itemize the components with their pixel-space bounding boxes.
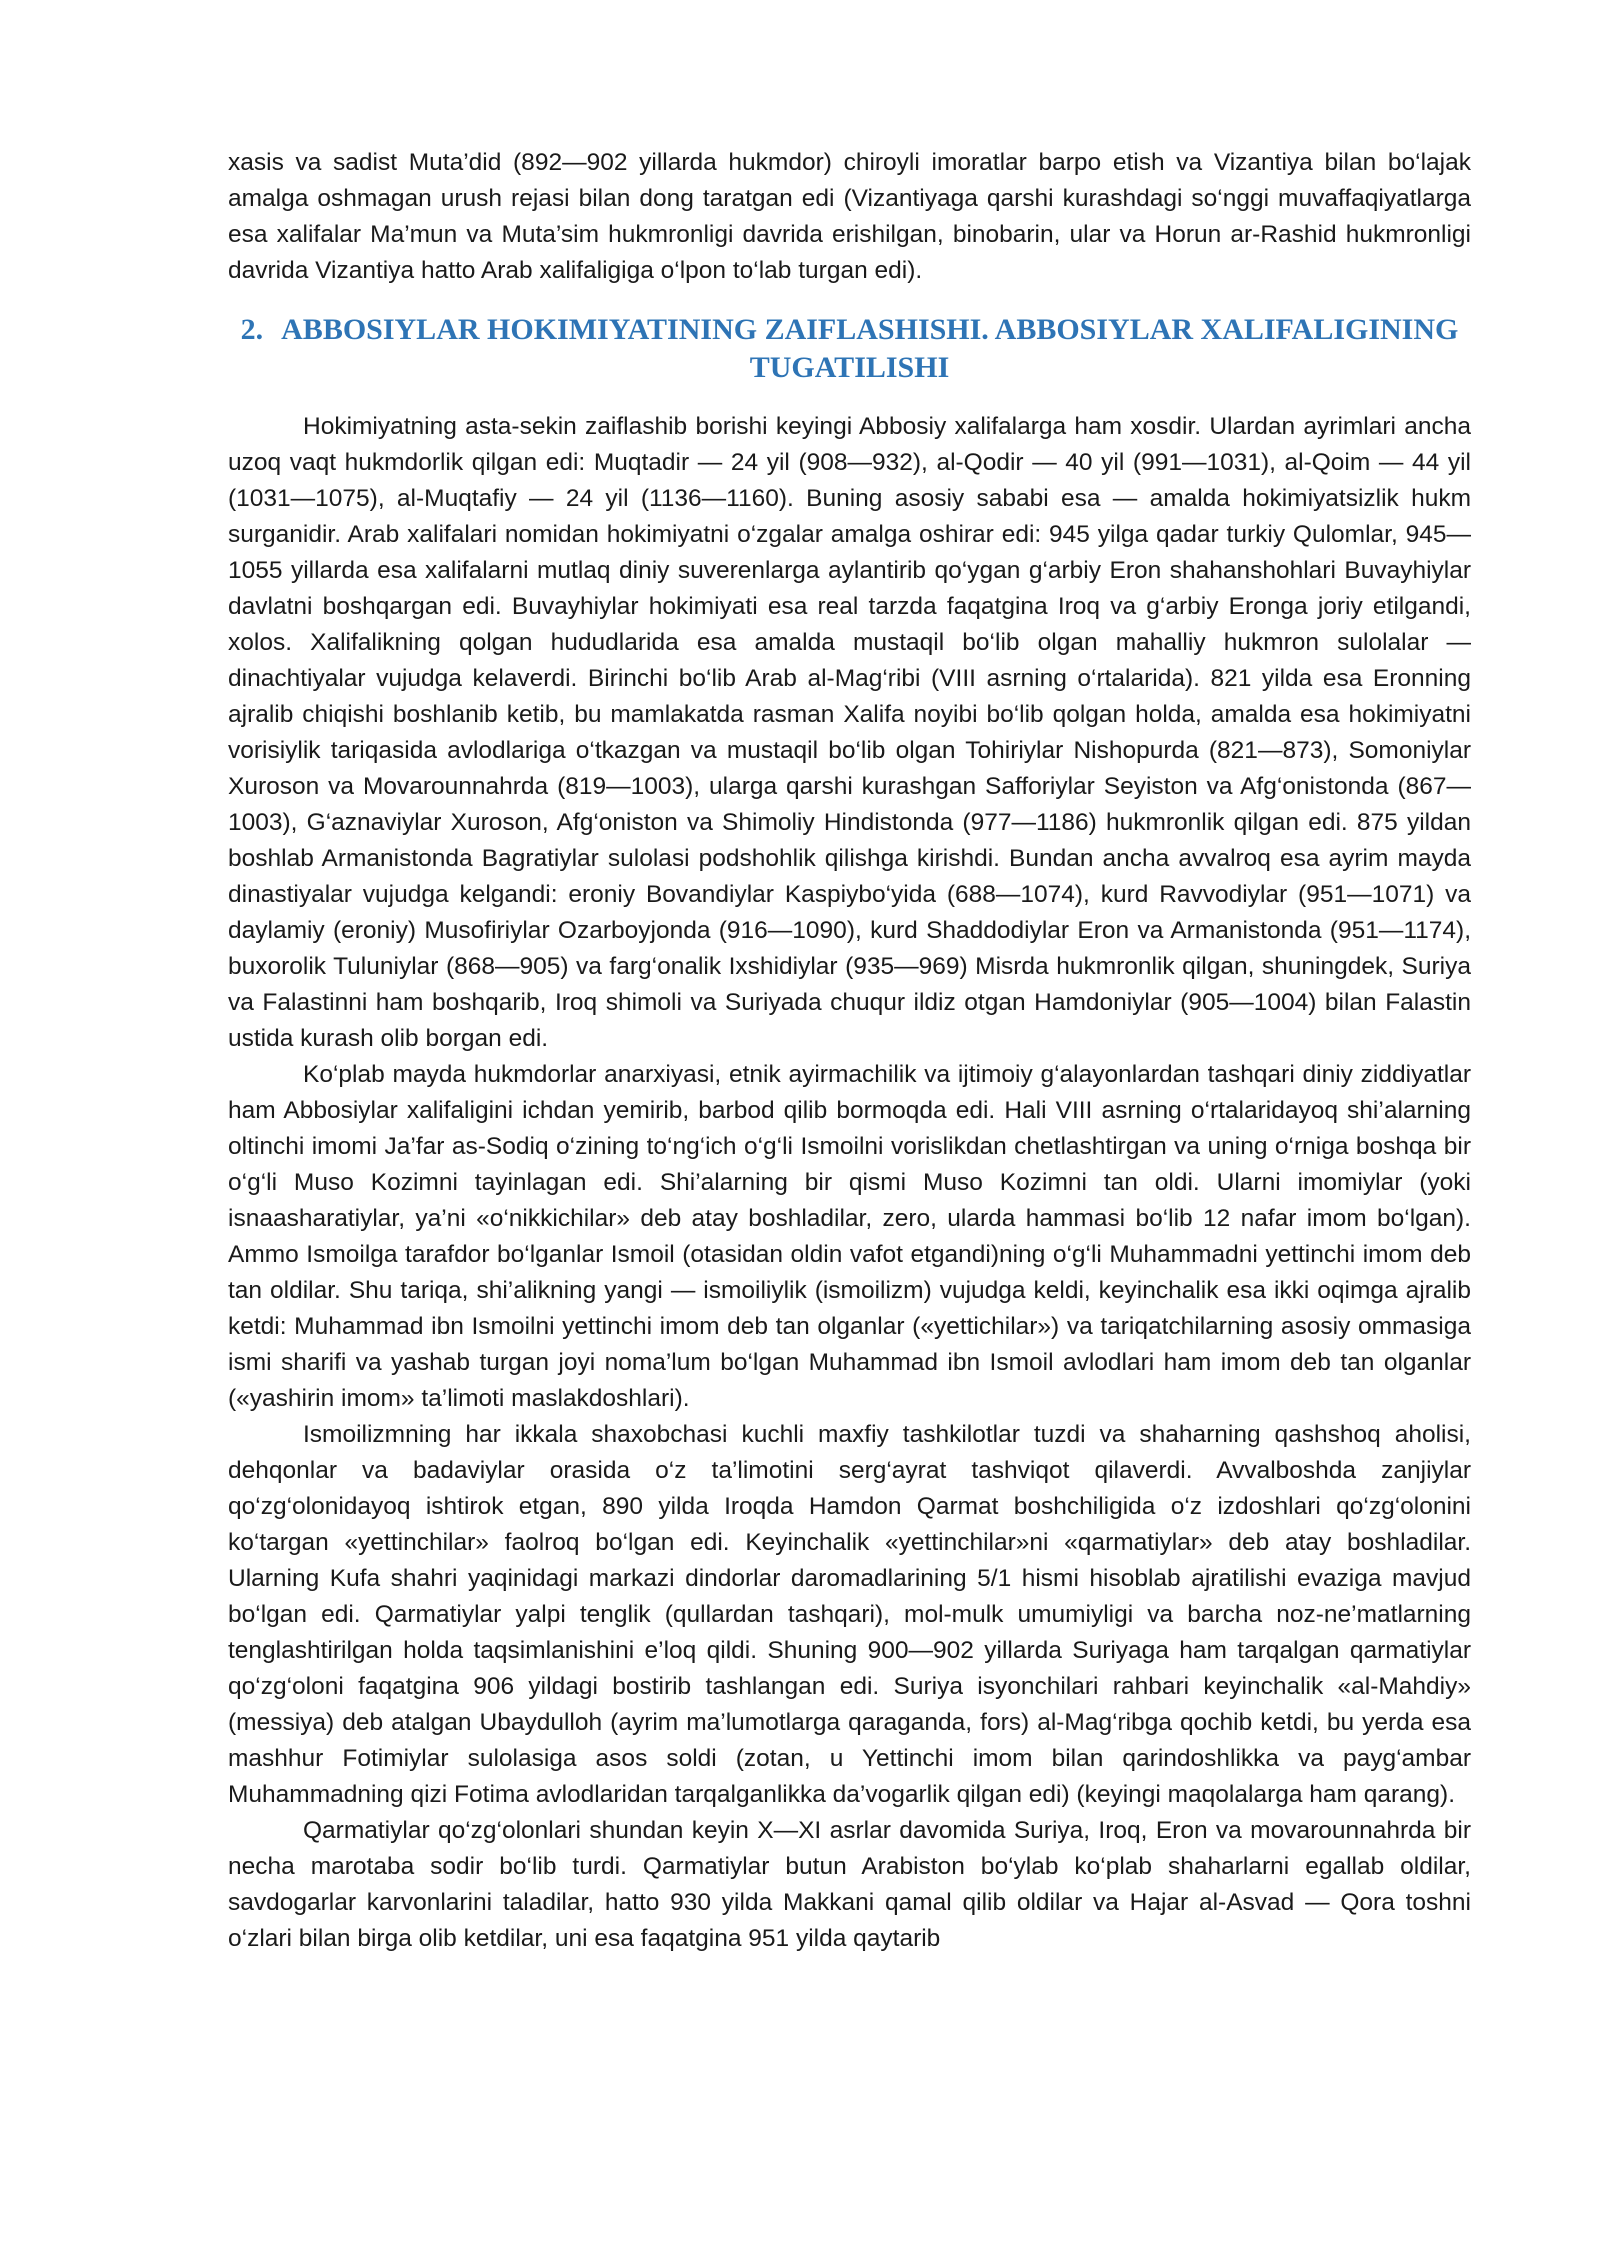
- body-paragraph-1: Hokimiyatning asta-sekin zaiflashib borishi keyingi Abbosiy xalifalarga ham xosdir. Ulardan ayrimlari ancha uzoq vaqt hukmdorlik qilgan edi: Muqtadir — 24 yil (908—932), al-Qodir — 40 yil (991—1031), al-Qoim — 44 yil (1031—1075), al-Muqtafiy — 24 yil (1136—1160). Buning asosiy sababi esa — amalda hokimiyatsizlik hukm surganidir. Arab xalifalari nomidan hokimiyatni o‘zgalar amalga oshirar edi: 945 yilga qadar turkiy Qulomlar, 945—1055 yillarda esa xalifalarni mutlaq diniy suverenlarga aylantirib qo‘ygan g‘arbiy Eron shahanshohlari Buvayhiylar davlatni boshqargan edi. Buvayhiylar hokimiyati esa real tarzda faqatgina Iroq va g‘arbiy Eronga joriy etilgandi, xolos. Xalifalikning qolgan hududlarida esa amalda mustaqil bo‘lib olgan mahalliy hukmron sulolalar — dinachtiyalar vujudga kelaverdi. Birinchi bo‘lib Arab al-Mag‘ribi (VIII asrning o‘rtalarida). 821 yilda esa Eronning ajralib chiqishi boshlanib ketib, bu mamlakatda rasman Xalifa noyibi bo‘lib qolgan holda, amalda esa hokimiyatni vorisiylik tariqasida avlodlariga o‘tkazgan va mustaqil bo‘lib olgan Tohiriylar Nishopurda (821—873), Somoniylar Xuroson va Movarounnahrda (819—1003), ularga qarshi kurashgan Safforiylar Seyiston va Afg‘onistonda (867—1003), G‘aznaviylar Xuroson, Afg‘oniston va Shimoliy Hindistonda (977—1186) hukmronlik qilgan edi. 875 yildan boshlab Armanistonda Bagratiylar sulolasi podshohlik qilishga kirishdi. Bundan ancha avvalroq esa ayrim mayda dinastiyalar vujudga kelgandi: eroniy Bovandiylar Kaspiybo‘yida (688—1074), kurd Ravvodiylar (951—1071) va daylamiy (eroniy) Musofiriylar Ozarboyjonda (916—1090), kurd Shaddodiylar Eron va Armanistonda (951—1174), buxorolik Tuluniylar (868—905) va farg‘onalik Ixshidiylar (935—969) Misrda hukmronlik qilgan, shuningdek, Suriya va Falastinni ham boshqarib, Iroq shimoli va Suriyada chuqur ildiz otgan Hamdoniylar (905—1004) bilan Falastin ustida kurash olib borgan edi.: [228, 413, 1471, 1052]
- section-heading: [228, 311, 1471, 387]
- intro-paragraph: xasis va sadist Muta’did (892—902 yillarda hukmdor) chiroyli imoratlar barpo etish va Vizantiya bilan bo‘lajak amalga oshmagan urush rejasi bilan dong taratgan edi (Vizantiyaga qarshi kurashdagi so‘nggi muvaffaqiyatlarga esa xalifalar Ma’mun va Muta’sim hukmronligi davrida erishilgan, binobarin, ular va Horun ar-Rashid hukmronligi davrida Vizantiya hatto Arab xalifaligiga o‘lpon to‘lab turgan edi).: [228, 149, 1471, 284]
- section-number: 2.: [240, 313, 264, 346]
- document-page: [228, 145, 1471, 1957]
- body-paragraph-3: Ismoilizmning har ikkala shaxobchasi kuchli maxfiy tashkilotlar tuzdi va shaharning qashshoq aholisi, dehqonlar va badaviylar orasida o‘z ta’limotini serg‘ayrat tashviqot qilaverdi. Avvalboshda zanjiylar qo‘zg‘olonidayoq ishtirok etgan, 890 yilda Iroqda Hamdon Qarmat boshchiligida o‘z izdoshlari qo‘zg‘olonini ko‘targan «yettinchilar» faolroq bo‘lgan edi. Keyinchalik «yettinchilar»ni «qarmatiylar» deb atay boshladilar. Ularning Kufa shahri yaqinidagi markazi dindorlar daromadlarining 5/1 hismi hisoblab ajratilishi evaziga mavjud bo‘lgan edi. Qarmatiylar yalpi tenglik (qullardan tashqari), mol-mulk umumiyligi va barcha noz-ne’matlarning tenglashtirilgan holda taqsimlanishini e’loq qildi. Shuning 900—902 yillarda Suriyaga ham tarqalgan qarmatiylar qo‘zg‘oloni faqatgina 906 yildagi bostirib tashlangan edi. Suriya isyonchilari rahbari keyinchalik «al-Mahdiy» (messiya) deb atalgan Ubaydulloh (ayrim ma’lumotlarga qaraganda, fors) al-Mag‘ribga qochib ketdi, bu yerda esa mashhur Fotimiylar sulolasiga asos soldi (zotan, u Yettinchi imom bilan qarindoshlikka va payg‘ambar Muhammadning qizi Fotima avlodlaridan tarqalganlikka da’vogarlik qilgan edi) (keyingi maqolalarga ham qarang).: [228, 1421, 1471, 1808]
- section-title: ABBOSIYLAR HOKIMIYATINING ZAIFLASHISHI. ABBOSIYLAR XALIFALIGINING TUGATILISHI: [281, 313, 1459, 384]
- body-paragraph-4: Qarmatiylar qo‘zg‘olonlari shundan keyin X—XI asrlar davomida Suriya, Iroq, Eron va movarounnahrda bir necha marotaba sodir bo‘lib turdi. Qarmatiylar butun Arabiston bo‘ylab ko‘plab shaharlarni egallab oldilar, savdogarlar karvonlarini taladilar, hatto 930 yilda Makkani qamal qilib oldilar va Hajar al-Asvad — Qora toshni o‘zlari bilan birga olib ketdilar, uni esa faqatgina 951 yilda qaytarib: [228, 1817, 1471, 1952]
- body-paragraph-2: Ko‘plab mayda hukmdorlar anarxiyasi, etnik ayirmachilik va ijtimoiy g‘alayonlardan tashqari diniy ziddiyatlar ham Abbosiylar xalifaligini ichdan yemirib, barbod qilib bormoqda edi. Hali VIII asrning o‘rtalaridayoq shi’alarning oltinchi imomi Ja’far as-Sodiq o‘zining to‘ng‘ich o‘g‘li Ismoilni vorislikdan chetlashtirgan va uning o‘rniga boshqa bir o‘g‘li Muso Kozimni tayinlagan edi. Shi’alarning bir qismi Muso Kozimni tan oldi. Ularni imomiylar (yoki isnaasharatiylar, ya’ni «o‘nikkichilar» deb atay boshladilar, zero, ularda hammasi bo‘lib 12 nafar imom bo‘lgan). Ammo Ismoilga tarafdor bo‘lganlar Ismoil (otasidan oldin vafot etgandi)ning o‘g‘li Muhammadni yettinchi imom deb tan oldilar. Shu tariqa, shi’alikning yangi — ismoiliylik (ismoilizm) vujudga keldi, keyinchalik esa ikki oqimga ajralib ketdi: Muhammad ibn Ismoilni yettinchi imom deb tan olganlar («yettichilar») va tariqatchilarning asosiy ommasiga ismi sharifi va yashab turgan joyi noma’lum bo‘lgan Muhammad ibn Ismoil avlodlari ham imom deb tan olganlar («yashirin imom» ta’limoti maslakdoshlari).: [228, 1061, 1471, 1412]
